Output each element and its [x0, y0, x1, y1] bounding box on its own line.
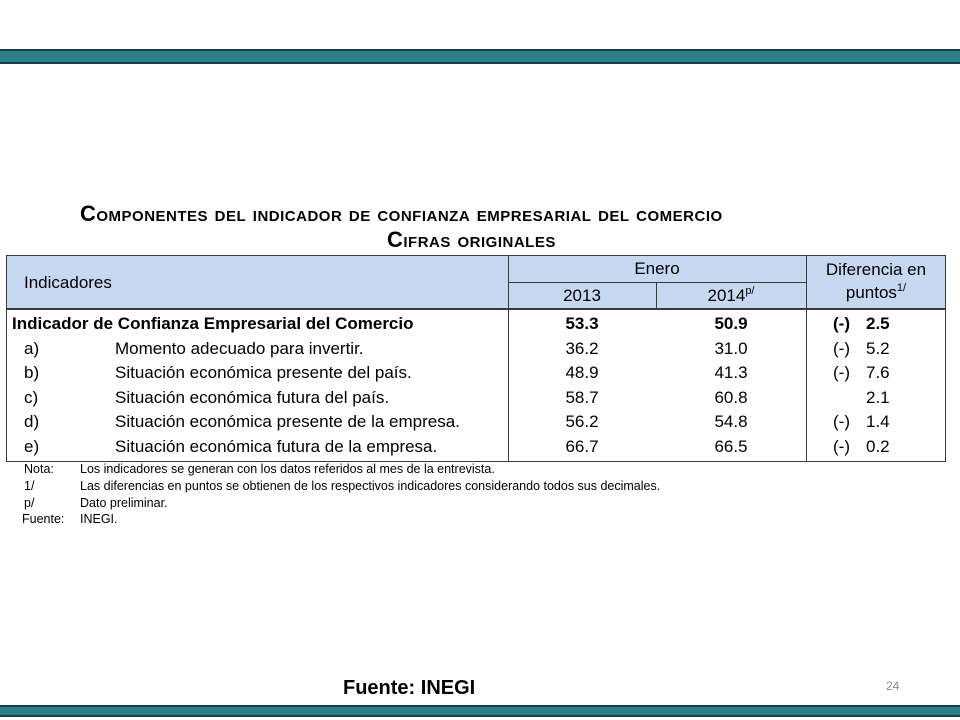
- note-key: 1/: [24, 479, 35, 493]
- value-2013: 48.9: [565, 363, 599, 382]
- top-accent-bar: [0, 49, 960, 64]
- table-title: Componentes del indicador de confianza empresarial del comercio: [80, 201, 723, 226]
- note-text: INEGI.: [80, 512, 118, 526]
- table-row: [0, 386, 960, 411]
- year-label: 2014: [707, 286, 746, 305]
- negative-marker: (-): [833, 412, 850, 431]
- header-year-2013: [508, 286, 656, 306]
- table-source-note: [0, 511, 960, 527]
- value-2013: 53.3: [565, 314, 599, 333]
- row-letter: e): [24, 436, 40, 456]
- row-label: Situación económica presente de la empresa.: [115, 412, 460, 431]
- negative-marker: (-): [833, 314, 850, 333]
- difference-note-marker: 1/: [896, 282, 907, 294]
- note-key: Nota:: [24, 462, 54, 476]
- value-2013: 56.2: [565, 412, 599, 431]
- header-period: Enero: [634, 259, 680, 278]
- value-2013: 58.7: [565, 387, 599, 407]
- table-row: [0, 435, 960, 460]
- row-label: Situación económica futura del país.: [115, 387, 390, 407]
- table-row-total: [0, 312, 960, 337]
- difference-value: 2.5: [866, 314, 890, 333]
- header-bottom-rule: [6, 308, 946, 310]
- difference-value: 1.4: [866, 412, 890, 431]
- table-row: [0, 361, 960, 386]
- value-2014: 54.8: [714, 412, 748, 431]
- table-note: [0, 495, 960, 511]
- note-key: p/: [24, 496, 35, 510]
- difference-value: 0.2: [866, 436, 890, 456]
- row-letter: a): [24, 338, 40, 358]
- period-header-divider: [508, 282, 806, 283]
- value-2013: 66.7: [565, 436, 599, 456]
- row-letter: d): [24, 412, 40, 431]
- value-2014: 50.9: [714, 314, 748, 333]
- negative-marker: (-): [833, 363, 850, 382]
- table-subtitle: Cifras originales: [387, 227, 556, 252]
- difference-value: 5.2: [866, 338, 890, 358]
- row-letter: c): [24, 387, 39, 407]
- difference-value: 2.1: [866, 387, 890, 407]
- header-year-2014: [656, 286, 806, 306]
- difference-label: puntos: [845, 283, 897, 302]
- note-text: Los indicadores se generan con los datos referidos al mes de la entrevista.: [80, 462, 495, 476]
- row-label: Indicador de Confianza Empresarial del Comercio: [12, 314, 414, 333]
- difference-value: 7.6: [866, 363, 890, 382]
- table-row: [0, 337, 960, 362]
- table-note: [0, 461, 960, 477]
- preliminary-note-marker: p/: [745, 285, 755, 297]
- value-2013: 36.2: [565, 338, 599, 358]
- header-indicators: Indicadores: [24, 273, 112, 292]
- page-number: 24: [886, 679, 900, 693]
- table-note: [0, 478, 960, 494]
- bottom-accent-bar: [0, 705, 960, 717]
- table-row: [0, 410, 960, 435]
- negative-marker: (-): [833, 436, 850, 456]
- year-label: 2013: [563, 286, 601, 305]
- row-label: Situación económica presente del país.: [115, 363, 412, 382]
- row-label: Situación económica futura de la empresa.: [115, 436, 438, 456]
- value-2014: 60.8: [714, 387, 748, 407]
- note-key: Fuente:: [22, 512, 65, 526]
- note-text: Dato preliminar.: [80, 496, 168, 510]
- value-2014: 31.0: [714, 338, 748, 358]
- value-2014: 66.5: [714, 436, 748, 456]
- header-difference-line1: Diferencia en: [825, 260, 927, 279]
- header-difference-line2: [806, 283, 946, 303]
- row-letter: b): [24, 363, 40, 382]
- value-2014: 41.3: [714, 363, 748, 382]
- negative-marker: (-): [833, 338, 850, 358]
- slide-source: Fuente: INEGI: [343, 677, 476, 699]
- row-label: Momento adecuado para invertir.: [115, 338, 364, 358]
- note-text: Las diferencias en puntos se obtienen de los respectivos indicadores considerando todos sus decimales.: [80, 479, 661, 493]
